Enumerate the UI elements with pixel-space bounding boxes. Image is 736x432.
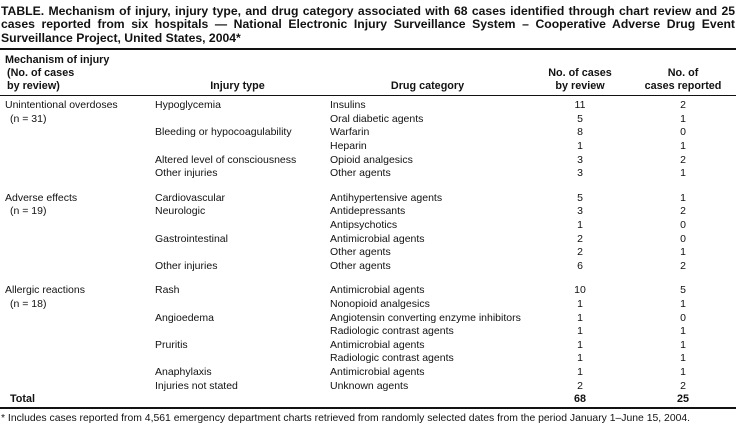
cell-mechanism [0, 380, 150, 394]
cell-cases-by-review: 10 [574, 284, 586, 297]
cell-injury-type: Hypoglycemia [155, 99, 221, 112]
table-section [0, 192, 736, 274]
cell-cases-reported: 0 [680, 232, 686, 245]
cell-cases-reported: 1 [680, 338, 686, 351]
cell-mechanism [0, 246, 150, 260]
cell-injury-type [150, 113, 325, 127]
table-row [0, 298, 736, 312]
cell-injury-type [150, 298, 325, 312]
cell-cases-reported: 0 [680, 311, 686, 324]
cell-cases-by-review: 1 [577, 218, 583, 231]
cell-injury-type: Bleeding or hypocoagulability [155, 126, 292, 139]
cell-cases-reported: 1 [680, 325, 686, 338]
cell-injury-type [150, 140, 325, 154]
table-row [0, 380, 736, 394]
cell-cases-by-review: 3 [577, 167, 583, 180]
cell-mechanism [0, 154, 150, 168]
cell-cases-by-review: 1 [577, 325, 583, 338]
table-row [0, 260, 736, 274]
cell-drug-category: Other agents [330, 167, 391, 180]
col-header-mechanism-line2: (No. of cases [7, 67, 75, 80]
cell-cases-by-review: 2 [577, 232, 583, 245]
table-row [0, 113, 736, 127]
table-row [0, 205, 736, 219]
table-row [0, 284, 736, 298]
table-body [0, 96, 736, 393]
cell-injury-type: Neurologic [155, 205, 206, 218]
col-header-drug-category: Drug category [390, 80, 465, 93]
cell-cases-reported: 1 [680, 140, 686, 152]
cell-mechanism [0, 140, 150, 154]
cell-cases-reported: 1 [680, 352, 686, 365]
cell-cases-reported: 2 [680, 205, 686, 218]
cell-drug-category: Other agents [330, 259, 391, 272]
cell-mechanism [0, 366, 150, 380]
table-row [0, 352, 736, 366]
cell-injury-type: Other injuries [155, 259, 218, 272]
cell-injury-type: Cardiovascular [155, 191, 226, 204]
table-row [0, 233, 736, 247]
cell-cases-by-review: 2 [577, 246, 583, 259]
cell-drug-category: Antimicrobial agents [330, 365, 425, 378]
table-row [0, 99, 736, 113]
cell-mechanism: (n = 19) [10, 205, 47, 218]
cell-drug-category: Antihypertensive agents [330, 191, 443, 204]
cell-injury-type: Angioedema [155, 311, 214, 324]
cell-injury-type: Injuries not stated [155, 379, 238, 392]
cell-cases-by-review: 2 [577, 379, 583, 392]
cell-mechanism [0, 233, 150, 247]
table-row [0, 325, 736, 339]
cell-cases-reported: 0 [680, 126, 686, 139]
cell-cases-reported: 1 [680, 167, 686, 180]
total-cases-by-review: 68 [573, 393, 586, 406]
cell-drug-category: Antimicrobial agents [330, 232, 425, 245]
col-header-mechanism-line3: by review) [7, 80, 60, 93]
table-section [0, 99, 736, 181]
table-row [0, 140, 736, 154]
footnote: * Includes cases reported from 4,561 emergency department charts retrieved from randomly selected dates from the period January 1–June 15, 2004. [1, 413, 691, 425]
cell-mechanism [0, 167, 150, 181]
table-row [0, 312, 736, 326]
cell-cases-reported: 1 [680, 112, 686, 125]
col-header-cases-by-review-line2: by review [555, 80, 605, 93]
cell-cases-reported: 2 [680, 153, 686, 166]
table-row [0, 126, 736, 140]
col-header-injury-type: Injury type [210, 80, 265, 93]
cell-drug-category: Heparin [330, 140, 367, 152]
cell-cases-by-review: 3 [577, 205, 583, 218]
cell-cases-reported: 1 [680, 297, 686, 310]
table-row [0, 167, 736, 181]
cell-cases-reported: 1 [680, 246, 686, 259]
cell-drug-category: Antimicrobial agents [330, 284, 425, 297]
cell-mechanism [0, 219, 150, 233]
cell-injury-type [150, 325, 325, 339]
cell-cases-reported: 0 [680, 218, 686, 231]
cell-cases-by-review: 1 [577, 140, 583, 152]
total-row [0, 394, 736, 409]
cell-mechanism [0, 126, 150, 140]
col-header-cases-by-review-line1: No. of cases [548, 67, 612, 80]
cell-drug-category: Opioid analgesics [330, 153, 413, 166]
table-row [0, 246, 736, 260]
cell-cases-by-review: 11 [574, 99, 586, 112]
table-row [0, 154, 736, 168]
table-row [0, 366, 736, 380]
cell-drug-category: Oral diabetic agents [330, 112, 424, 125]
cell-drug-category: Antimicrobial agents [330, 338, 425, 351]
cell-mechanism [0, 352, 150, 366]
cell-mechanism [0, 325, 150, 339]
col-header-cases-reported-line2: cases reported [644, 80, 722, 93]
table-header [0, 50, 736, 96]
cell-injury-type [150, 246, 325, 260]
cell-cases-by-review: 3 [577, 153, 583, 166]
cell-cases-reported: 1 [680, 191, 686, 204]
cell-cases-by-review: 5 [577, 112, 583, 125]
cell-cases-by-review: 1 [577, 338, 583, 351]
cell-injury-type: Gastrointestinal [155, 232, 228, 245]
cell-cases-by-review: 6 [577, 259, 583, 272]
cell-mechanism [0, 339, 150, 353]
cell-drug-category: Unknown agents [330, 379, 409, 392]
table-row [0, 339, 736, 353]
cell-cases-by-review: 8 [577, 126, 583, 139]
total-label: Total [10, 393, 35, 406]
cell-drug-category: Warfarin [330, 126, 370, 139]
cell-mechanism: (n = 31) [10, 112, 47, 125]
cell-injury-type: Other injuries [155, 167, 218, 180]
cell-cases-reported: 2 [680, 259, 686, 272]
cell-drug-category: Insulins [330, 99, 366, 112]
cell-cases-by-review: 1 [577, 311, 583, 324]
cell-injury-type: Pruritis [155, 338, 188, 351]
table-row [0, 219, 736, 233]
col-header-mechanism-line1: Mechanism of injury [5, 54, 110, 67]
cell-mechanism: Adverse effects [5, 191, 78, 204]
cell-cases-reported: 2 [680, 99, 686, 112]
col-header-cases-reported [630, 67, 736, 93]
cell-drug-category: Antidepressants [330, 205, 406, 218]
cell-drug-category: Radiologic contrast agents [330, 325, 454, 338]
cell-drug-category: Angiotensin converting enzyme inhibitors [330, 311, 521, 324]
cell-injury-type [150, 352, 325, 366]
col-header-cases-by-review [530, 67, 630, 93]
cell-mechanism: Unintentional overdoses [5, 99, 118, 112]
cell-mechanism [0, 312, 150, 326]
table-row [0, 192, 736, 206]
cell-cases-reported: 2 [680, 379, 686, 392]
total-cases-reported: 25 [676, 393, 689, 406]
cell-drug-category: Antipsychotics [330, 218, 398, 231]
table-section [0, 284, 736, 393]
cell-cases-by-review: 1 [577, 297, 583, 310]
cell-injury-type: Rash [155, 284, 180, 297]
cell-drug-category: Radiologic contrast agents [330, 352, 454, 365]
cell-mechanism: (n = 18) [10, 297, 47, 310]
cell-injury-type: Anaphylaxis [155, 365, 212, 378]
cell-mechanism [0, 260, 150, 274]
cell-cases-by-review: 5 [577, 191, 583, 204]
cell-drug-category: Other agents [330, 246, 391, 259]
cell-injury-type: Altered level of consciousness [155, 153, 297, 166]
cell-mechanism: Allergic reactions [5, 284, 85, 297]
table-title: TABLE. Mechanism of injury, injury type, and drug category associated with 68 cases identified through chart review and 25 cases reported from six hospitals — National Electronic Injury Surveillance System – Cooperative Adverse Drug Event Surveillance Project, United States, 2004* [0, 0, 736, 50]
cell-drug-category: Nonopioid analgesics [330, 297, 430, 310]
cell-injury-type [150, 219, 325, 233]
col-header-cases-reported-line1: No. of [667, 67, 699, 80]
cell-cases-reported: 1 [680, 365, 686, 378]
cell-cases-by-review: 1 [577, 365, 583, 378]
cell-cases-by-review: 1 [577, 352, 583, 365]
col-header-mechanism [0, 54, 150, 93]
cell-cases-reported: 5 [680, 284, 686, 297]
